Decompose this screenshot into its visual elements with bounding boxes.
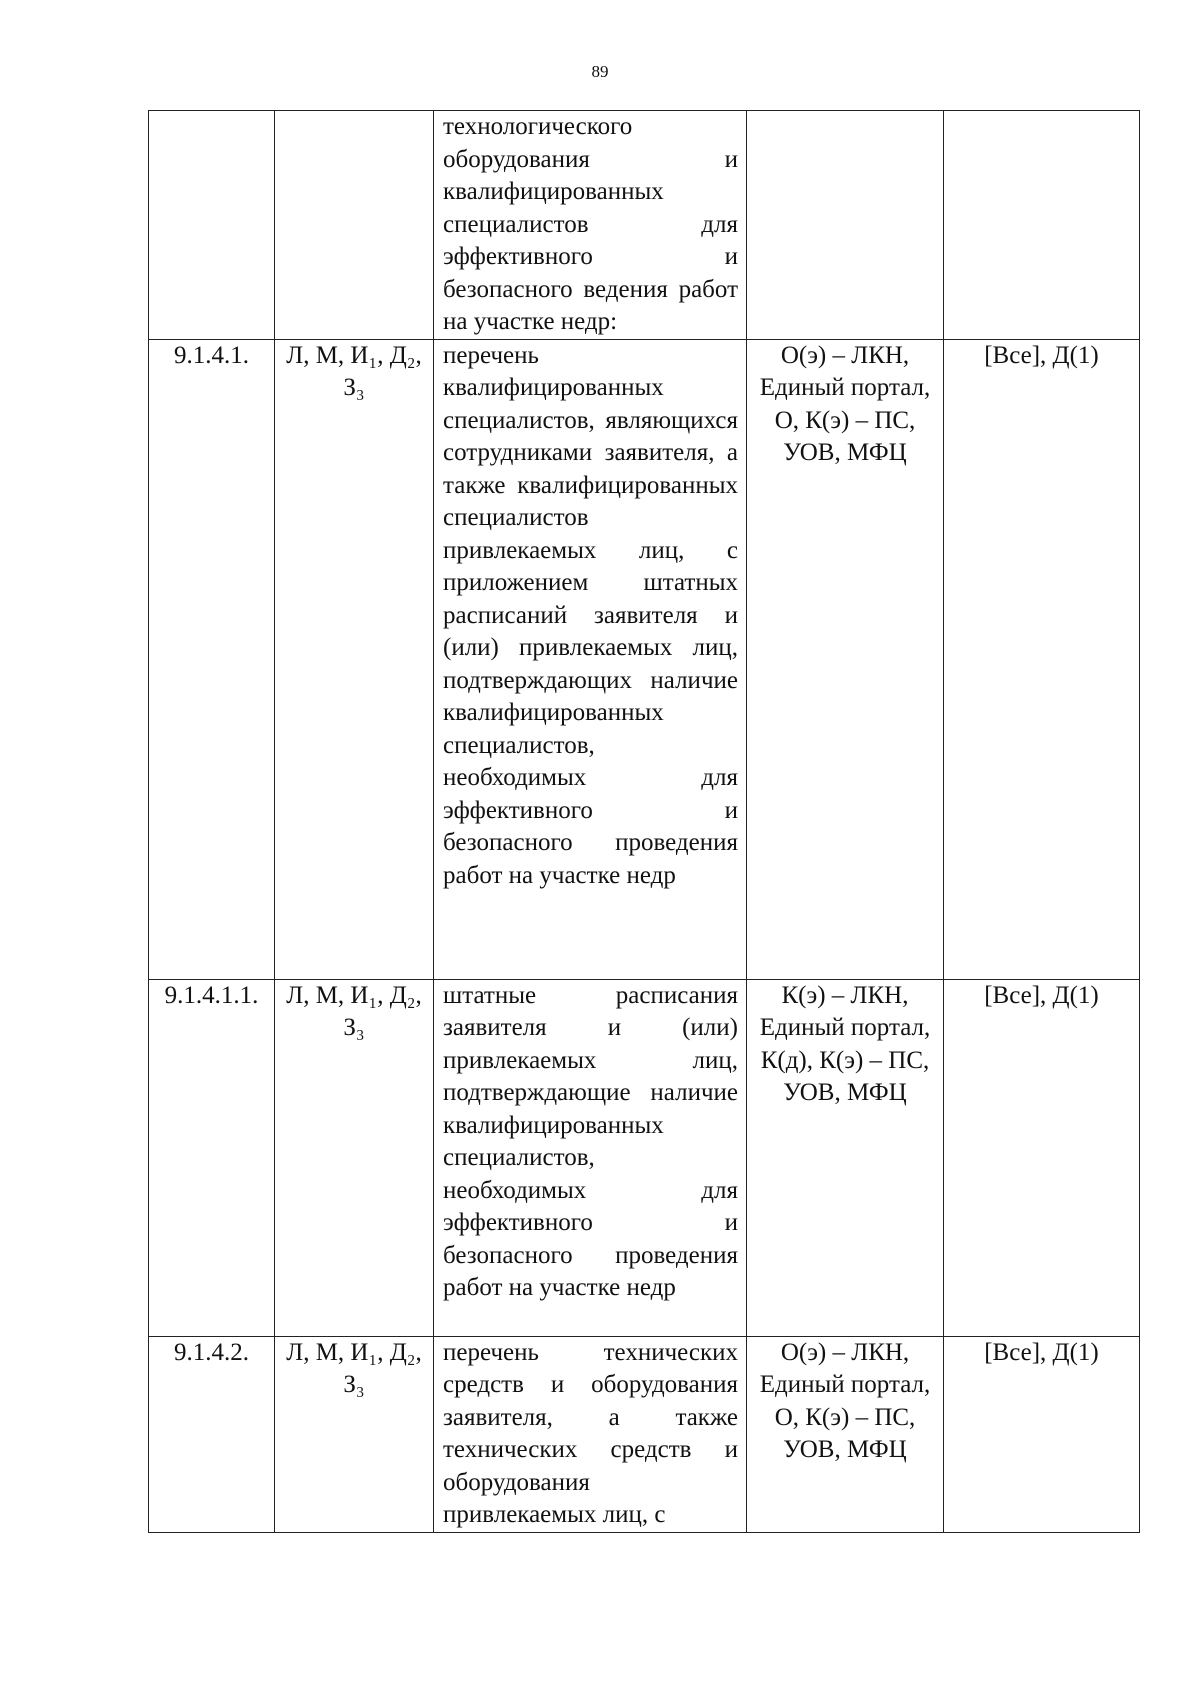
row-submission: О(э) – ЛКН, Единый портал, О, К(э) – ПС, УОВ, МФЦ — [759, 1338, 931, 1463]
row-applicants: Л, М, И₁, Д₂, З₃ — [286, 341, 422, 401]
row-cases: [Все], Д(1) — [984, 1338, 1099, 1366]
row-code-cell — [149, 1336, 275, 1532]
row-code: 9.1.4.1.1. — [164, 981, 259, 1009]
page-number: 89 — [591, 62, 609, 81]
row-submission-cell — [747, 339, 944, 979]
row-cases: [Все], Д(1) — [984, 981, 1099, 1009]
row-description-cell — [434, 339, 747, 979]
row-cases-cell — [944, 111, 1140, 340]
row-applicants-cell — [275, 339, 434, 979]
row-applicants-cell — [275, 111, 434, 340]
row-submission: К(э) – ЛКН, Единый портал, К(д), К(э) – ПС, УОВ, МФЦ — [759, 981, 931, 1106]
row-code-cell — [149, 339, 275, 979]
row-submission-cell — [747, 979, 944, 1336]
row-description: штатные расписания заявителя и (или) привлекаемых лиц, подтверждающие наличие квалифицированных специалистов, необходимых для эффективного и безопасного проведения работ на участке недр — [443, 981, 738, 1301]
table-row — [149, 339, 1140, 979]
row-applicants-cell — [275, 1336, 434, 1532]
row-cases: [Все], Д(1) — [984, 341, 1099, 369]
row-code-cell — [149, 979, 275, 1336]
requirements-table — [148, 110, 1140, 1533]
row-code: 9.1.4.2. — [174, 1338, 249, 1366]
row-description: перечень квалифицированных специалистов, являющихся сотрудниками заявителя, а также квалифицированных специалистов привлекаемых лиц, с приложением штатных расписаний заявителя и (или) привлекаемых лиц, подтверждающих наличие квалифицированных специалистов, необходимых для эффективного и безопасного проведения работ на участке недр — [443, 341, 738, 889]
row-code: 9.1.4.1. — [174, 341, 249, 369]
row-applicants: Л, М, И₁, Д₂, З₃ — [286, 1338, 422, 1398]
row-description-cell — [434, 1336, 747, 1532]
row-applicants: Л, М, И₁, Д₂, З₃ — [286, 981, 422, 1041]
row-cases-cell — [944, 1336, 1140, 1532]
row-cases-cell — [944, 339, 1140, 979]
row-code-cell — [149, 111, 275, 340]
table-row — [149, 979, 1140, 1336]
row-cases-cell — [944, 979, 1140, 1336]
table-row — [149, 1336, 1140, 1532]
row-submission-cell — [747, 1336, 944, 1532]
table-row — [149, 111, 1140, 340]
row-applicants-cell — [275, 979, 434, 1336]
row-submission: О(э) – ЛКН, Единый портал, О, К(э) – ПС, УОВ, МФЦ — [759, 341, 931, 466]
row-description-cell — [434, 979, 747, 1336]
row-description: перечень технических средств и оборудования заявителя, а также технических средств и оборудования привлекаемых лиц, с — [443, 1338, 738, 1528]
row-description-cell — [434, 111, 747, 340]
row-description: технологического оборудования и квалифицированных специалистов для эффективного и безопасного ведения работ на участке недр: — [443, 113, 738, 335]
row-submission-cell — [747, 111, 944, 340]
